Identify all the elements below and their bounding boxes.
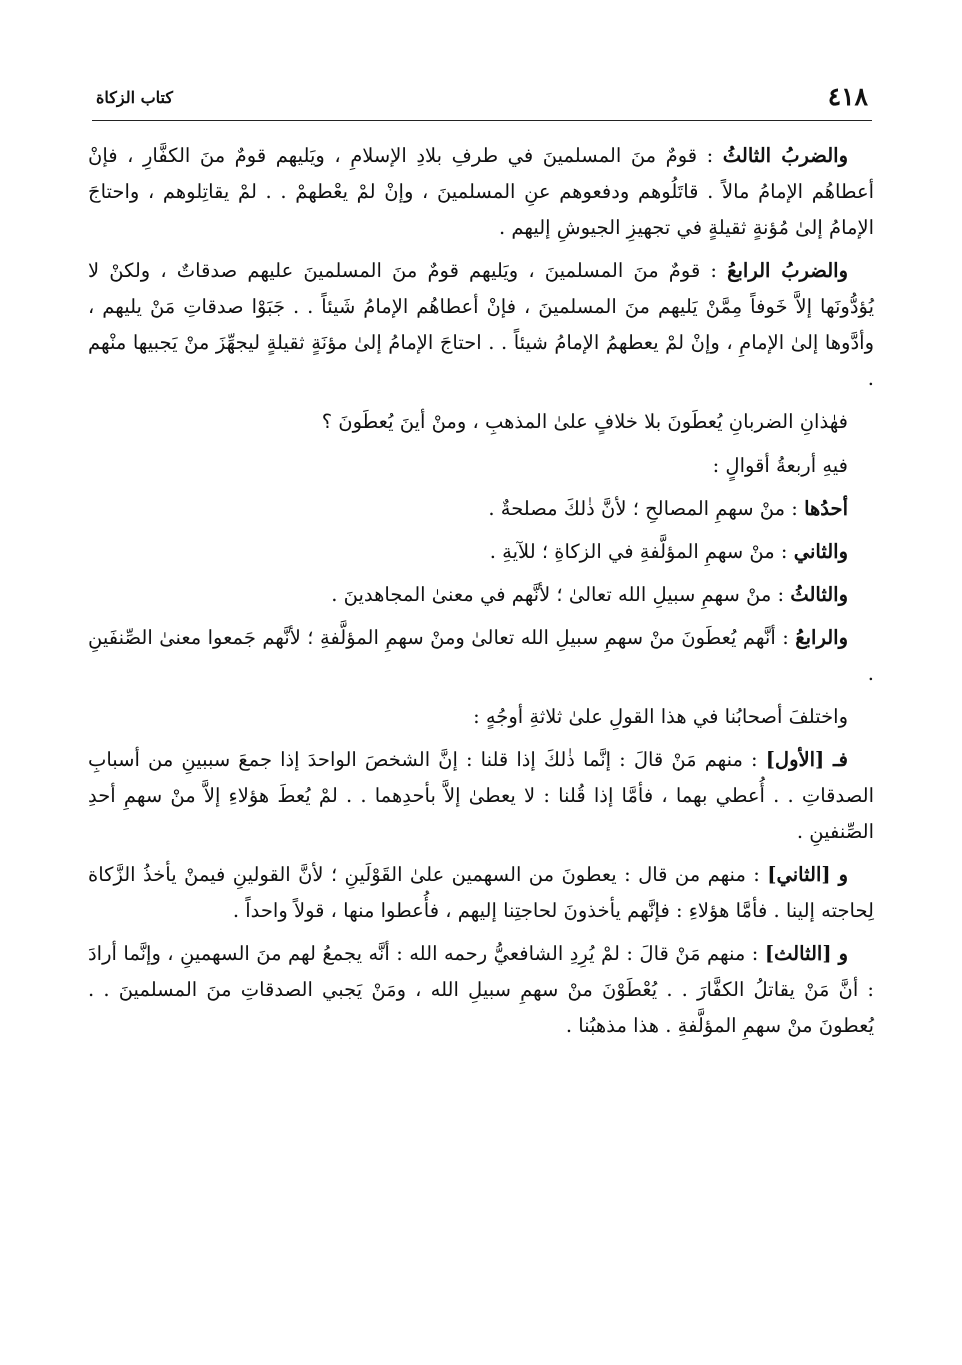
- running-title: كتاب الزكاة: [96, 88, 173, 107]
- paragraph-lead: والرابعُ: [795, 625, 848, 649]
- paragraph-text: : منْ سهمِ سبيلِ الله تعالىٰ ؛ لأنَّهم في معنىٰ المجاهدينَ .: [331, 582, 791, 606]
- paragraph-text: : أنَّهم يُعطَونَ منْ سهمِ سبيلِ الله تعالىٰ ومنْ سهمِ المؤلَّفةِ ؛ لأنَّهم جَمعوا معنىٰ الصِّنفَينِ .: [88, 625, 874, 685]
- paragraph-text: : منهم مَنْ قالَ : لمْ يُرِدِ الشافعيُّ رحمه الله : أنَّه يجمعُ لهم منَ السهمينِ ، وإنَّما أرادَ : أنَّ مَنْ يقاتلُ الكفَّارَ . . يُعْطَوْنَ منْ سهمِ سبيلِ الله ، ومَنْ يَجبي الصدقاتِ منَ المسلمينَ . . يُعطونَ منْ سهمِ المؤلَّفةِ . هذا مذهبُنا .: [88, 942, 874, 1038]
- paragraph-text: : قومٌ منَ المسلمينَ ، ويَليهم قومٌ منَ المسلمينَ عليهم صدقاتٌ ، ولكنْ لا يُؤدُّونَها إلاَّ خَوفاً مِمَّنْ يَليهم منَ المسلمينَ ، فإنْ أعطاهُم الإمامُ شَيئاً . . جَبَوْا صدقاتِ مَنْ يليهم ، وأدَّوها إلىٰ الإمامِ ، وإنْ لمْ يعطهمُ الإمامُ شيئاً . . احتاجَ الإمامُ إلىٰ مؤنَةٍ ثقيلةٍ ليجهِّزَ منْ يَجبيها منْهم .: [88, 259, 874, 391]
- paragraph-four-opinions: [88, 448, 874, 484]
- paragraph-text: فيهِ أربعةُ أقوالٍ :: [712, 453, 848, 477]
- paragraph-text: : منْ سهمِ المصالحِ ؛ لأنَّ ذٰلكَ مصلحةٌ .: [488, 496, 805, 520]
- paragraph-opinion-one: [88, 491, 874, 527]
- paragraph-text: : قومٌ منَ المسلمينَ في طرفِ بلادِ الإسلامِ ، ويَليهم قومٌ منَ الكفَّارِ ، فإنْ أعطاهُم الإمامُ مالاً . قاتَلُوهم ودفعوهم عنِ المسلمينَ ، وإنْ لمْ يعْطهمْ . . لمْ يقاتِلوهم ، واحتاجَ الإمامُ إلىٰ مُؤنةٍ ثقيلةٍ في تجهيزِ الجيوشِ إليهم .: [88, 144, 874, 240]
- paragraph-question: [88, 404, 874, 440]
- paragraph-fourth-type: [88, 253, 874, 397]
- paragraph-opinion-four: [88, 620, 874, 692]
- page-header: [92, 76, 872, 121]
- paragraph-lead: والثاني: [793, 539, 848, 563]
- page-number: ٤١٨: [827, 82, 868, 111]
- paragraph-opinion-two: [88, 534, 874, 570]
- paragraph-lead: و [الثالث]: [764, 942, 848, 966]
- paragraph-opinion-three: [88, 577, 874, 613]
- paragraph-lead: و [الثاني]: [767, 863, 848, 887]
- paragraph-lead: والضربُ الرابعُ: [727, 259, 848, 283]
- paragraph-lead: فـ [الأول]: [765, 747, 848, 771]
- body-text: [88, 138, 874, 1051]
- paragraph-lead: والضربُ الثالثُ: [722, 144, 848, 167]
- paragraph-third-type: [88, 138, 874, 246]
- paragraph-text: واختلفَ أصحابُنا في هذا القولِ علىٰ ثلاثةِ أوجُهٍ :: [473, 704, 848, 728]
- paragraph-lead: والثالثُ: [790, 582, 848, 606]
- paragraph-text: : منهم من قال : يعطونَ من السهمين علىٰ القَوْلَينِ ؛ لأنَّ القولينِ فيمنْ يأخذُ الزَّكاة لِحاجته إلينا . فأمَّا هؤلاءِ : فإنَّهم يأخذونَ لحاجتِنا إليهم ، فأُعطوا منها ، قولاً واحداً .: [88, 863, 874, 923]
- paragraph-view-one: [88, 742, 874, 850]
- paragraph-lead: أحدُها: [804, 496, 848, 520]
- paragraph-text: : منْ سهمِ المؤلَّفةِ في الزكاةِ ؛ للآيةِ .: [489, 539, 794, 563]
- paragraph-view-three: [88, 936, 874, 1044]
- paragraph-view-two: [88, 857, 874, 929]
- paragraph-text: : منهم مَنْ قالَ : إنَّما ذٰلكَ إذا قلنا : إنَّ الشخصَ الواحدَ إذا جمعَ سببينِ من أسبابِ الصدقاتِ . . أُعطي بهما ، فأمَّا إذا قُلنا : لا يعطىٰ إلاَّ بأحدِهما . . لمْ يُعطَ هؤلاءِ إلاَّ منْ سهمِ أحدِ الصِّنفينِ .: [88, 747, 874, 844]
- paragraph-text: فهٰذانِ الضربانِ يُعطَونَ بلا خلافٍ علىٰ المذهبِ ، ومنْ أينَ يُعطَونَ ؟: [321, 410, 848, 434]
- paragraph-disagreement: [88, 699, 874, 735]
